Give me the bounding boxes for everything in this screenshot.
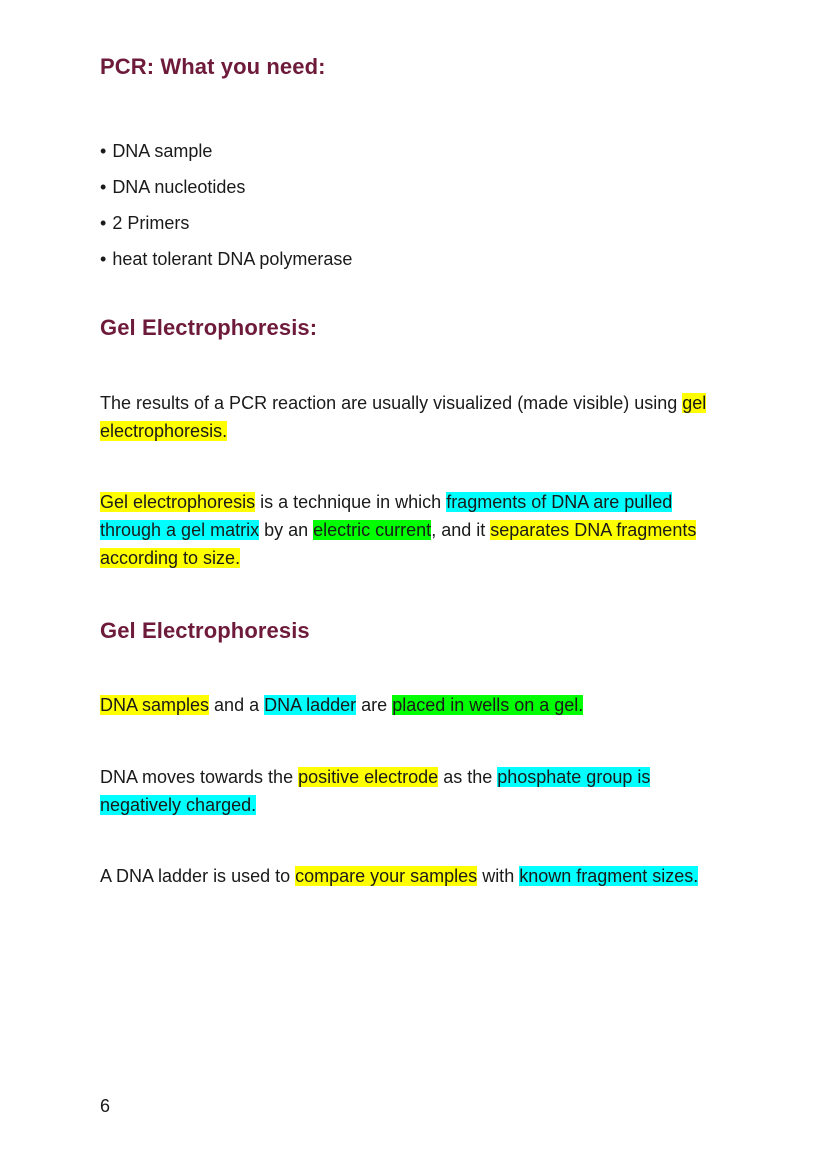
- highlight-green: placed in wells on a gel.: [392, 695, 584, 715]
- text-run: DNA moves towards the: [100, 767, 299, 787]
- page-number: 6: [100, 1096, 111, 1116]
- text-run: , and it: [431, 520, 491, 540]
- text-run: and a: [209, 695, 265, 715]
- highlight-yellow: DNA samples: [100, 695, 210, 715]
- paragraph-pcr-results: [100, 389, 720, 445]
- text-run: as the: [438, 767, 498, 787]
- paragraph-dna-movement: [100, 763, 720, 819]
- highlight-cyan: fragments of DNA are pulled through a gel matrix: [100, 492, 673, 540]
- highlight-cyan: phosphate group is negatively charged.: [100, 767, 651, 815]
- paragraph-gel-definition: [100, 488, 720, 572]
- text-run: by an: [259, 520, 314, 540]
- highlight-cyan: known fragment sizes.: [519, 866, 699, 886]
- highlight-cyan: DNA ladder: [264, 695, 357, 715]
- highlight-yellow: Gel electrophoresis: [100, 492, 256, 512]
- list-item: • 2 Primers: [100, 205, 352, 241]
- text-run: are: [356, 695, 393, 715]
- list-item: • DNA sample: [100, 133, 352, 169]
- list-item: • DNA nucleotides: [100, 169, 352, 205]
- heading-gel-electrophoresis-intro: Gel Electrophoresis:: [100, 315, 318, 340]
- list-item: • heat tolerant DNA polymerase: [100, 241, 352, 277]
- pcr-requirements-list: [100, 133, 352, 277]
- text-run: The results of a PCR reaction are usually visualized (made visible) using: [100, 393, 683, 413]
- heading-gel-electrophoresis: Gel Electrophoresis: [100, 618, 310, 643]
- highlight-green: electric current: [313, 520, 432, 540]
- text-run: A DNA ladder is used to: [100, 866, 296, 886]
- highlight-yellow: separates DNA fragments according to size.: [100, 520, 697, 568]
- highlight-yellow: positive electrode: [298, 767, 439, 787]
- highlight-yellow: compare your samples: [295, 866, 478, 886]
- heading-pcr-requirements: PCR: What you need:: [100, 54, 326, 79]
- paragraph-dna-samples: [100, 691, 720, 719]
- text-run: is a technique in which: [255, 492, 447, 512]
- paragraph-dna-ladder: [100, 862, 720, 890]
- highlight-yellow: gel electrophoresis.: [100, 393, 707, 441]
- text-run: with: [477, 866, 520, 886]
